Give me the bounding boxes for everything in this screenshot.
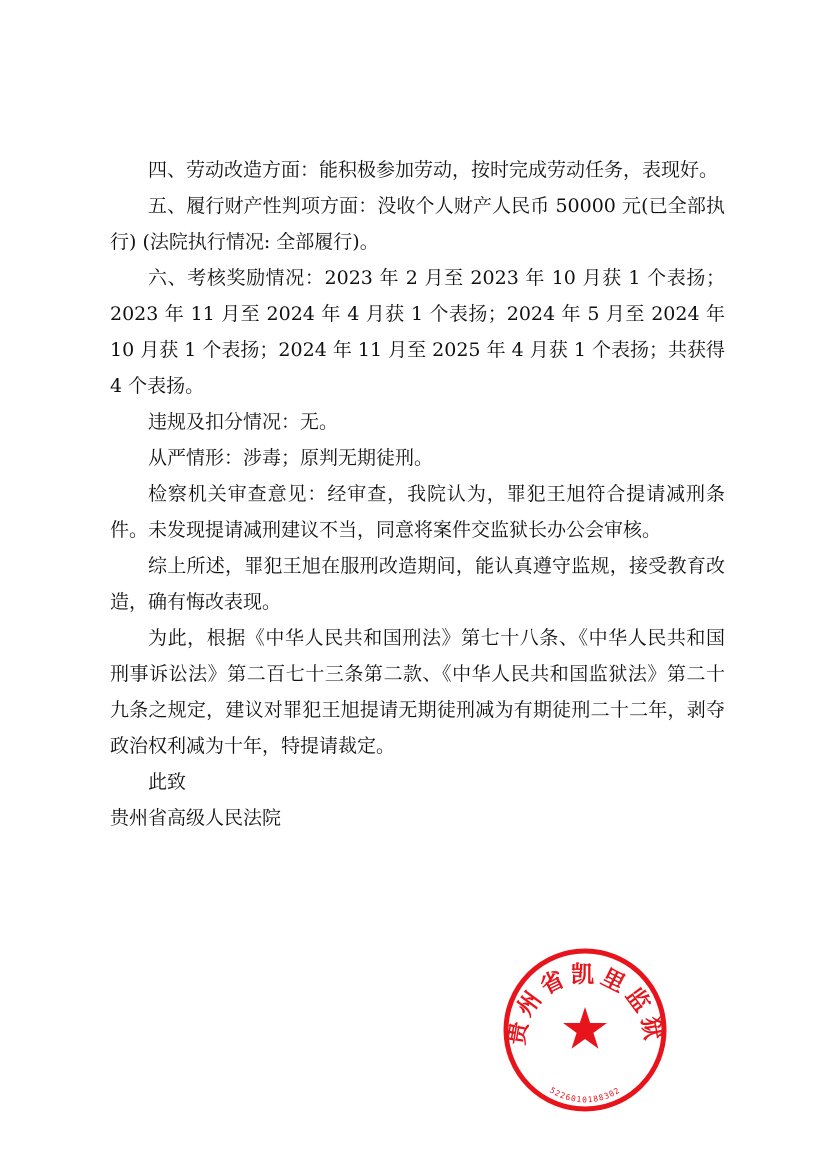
paragraph-property-judgment: 五、履行财产性判项方面：没收个人财产人民币 50000 元(已全部执行) (法院执行情况: 全部履行)。: [110, 195, 725, 253]
seal-code: 5226010188302: [548, 1085, 622, 1105]
paragraph-rewards: 六、考核奖励情况：2023 年 2 月至 2023 年 10 月获 1 个表扬；2023 年 11 月至 2024 年 4 月获 1 个表扬；2024 年 5 月至 2024 年 10 月获 1 个表扬；2024 年 11 月至 2025 年 4 月获 1 个表扬；共获得 4 个表扬。: [110, 267, 725, 397]
paragraph-summary: 综上所述，罪犯王旭在服刑改造期间，能认真遵守监规，接受教育改造，确有悔改表现。: [110, 555, 725, 613]
seal-title: 贵州省凯里监狱: [502, 961, 668, 1047]
paragraph-procuratorate-opinion: 检察机关审查意见：经审查，我院认为，罪犯王旭符合提请减刑条件。未发现提请减刑建议不当，同意将案件交监狱长办公会审核。: [110, 483, 725, 541]
seal-star-icon: [563, 1007, 607, 1049]
paragraph-labor-reform: 四、劳动改造方面：能积极参加劳动，按时完成劳动任务，表现好。: [148, 159, 719, 181]
paragraph-legal-basis: 为此，根据《中华人民共和国刑法》第七十八条、《中华人民共和国刑事诉讼法》第二百七十三条第二款、《中华人民共和国监狱法》第二十九条之规定，建议对罪犯王旭提请无期徒刑减为有期徒刑二十二年，剥夺政治权利减为十年，特提请裁定。: [110, 627, 725, 757]
official-seal: [502, 947, 668, 1113]
paragraph-strict-circumstances: 从严情形：涉毒；原判无期徒刑。: [148, 447, 434, 469]
paragraph-violations: 违规及扣分情况：无。: [148, 411, 339, 433]
closing-salutation: 此致: [148, 771, 187, 793]
addressee: 贵州省高级人民法院: [110, 807, 282, 829]
document-body: [110, 152, 725, 836]
